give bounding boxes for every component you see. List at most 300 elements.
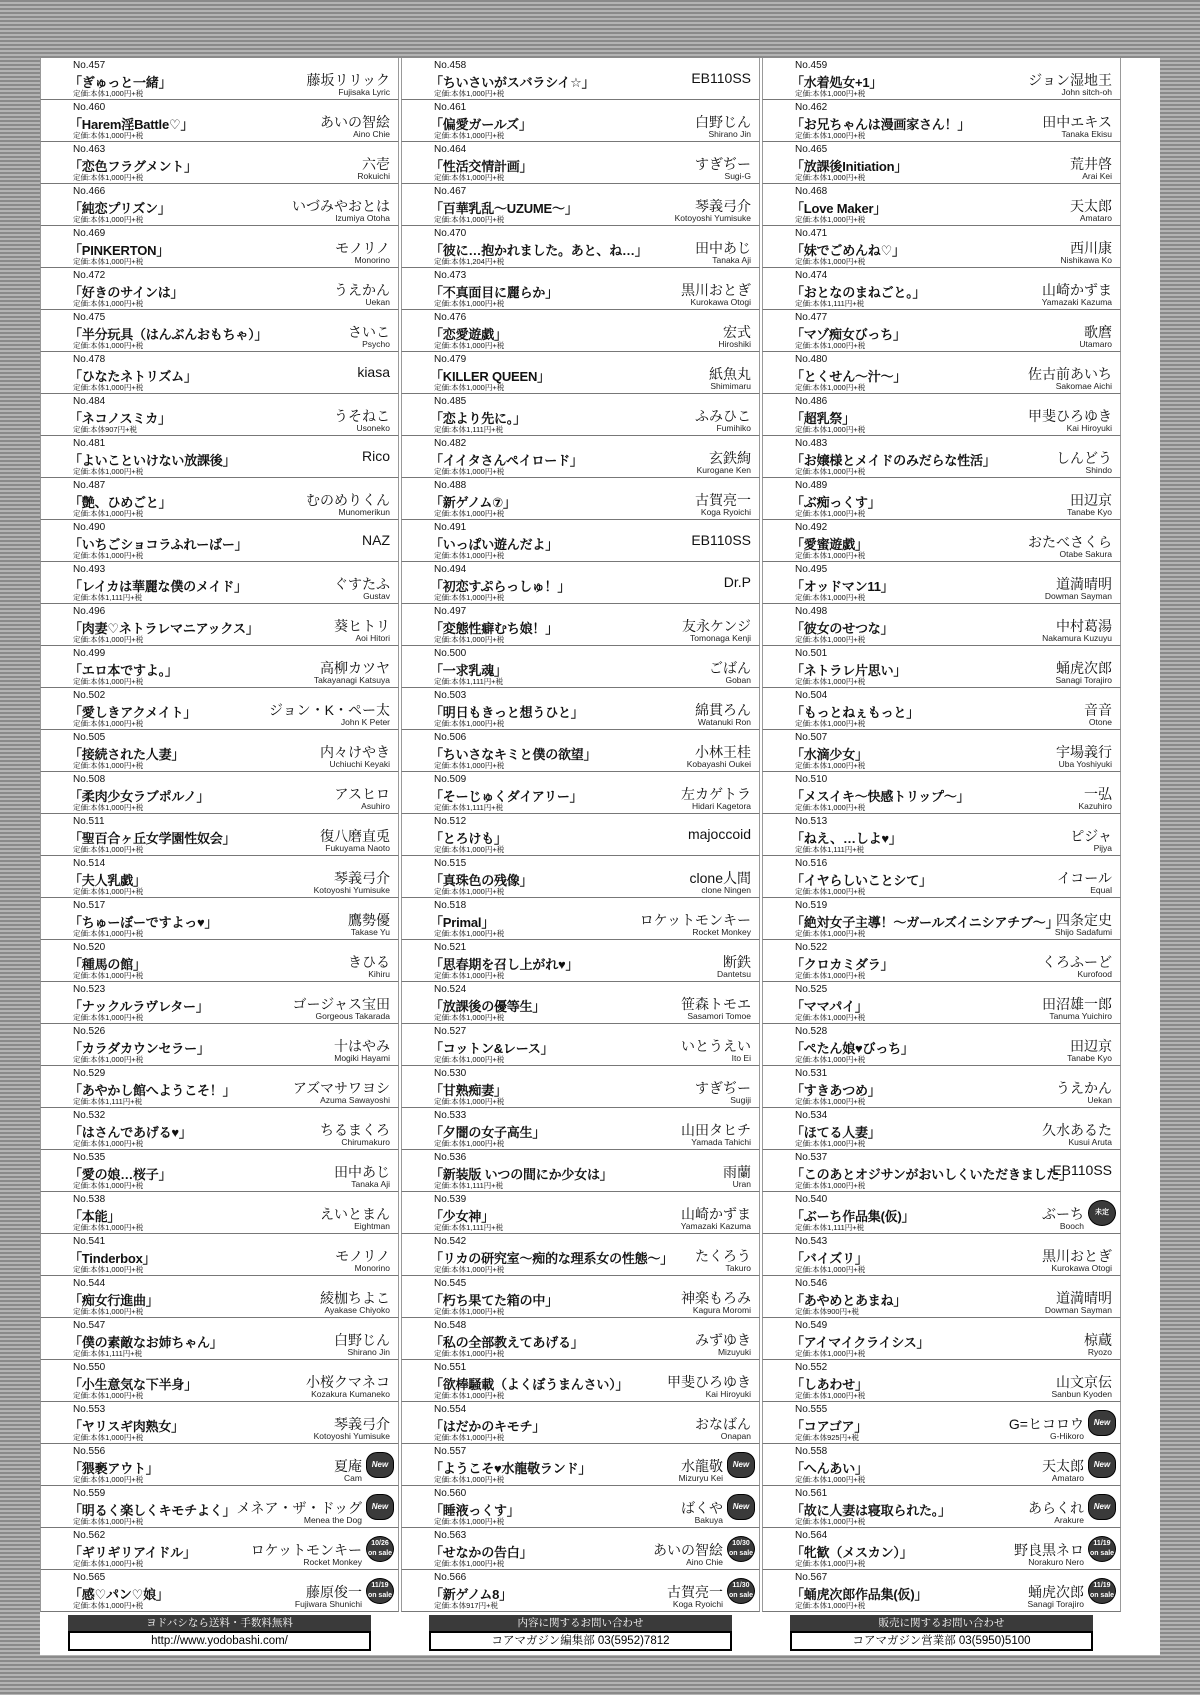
catalog-number: No.522 — [795, 942, 828, 953]
book-price: 定価:本体1,000円+税 — [73, 1181, 144, 1190]
catalog-entry — [762, 1360, 1121, 1402]
author-name: 綾枷ちよこ — [320, 1290, 390, 1306]
book-price: 定価:本体1,000円+税 — [434, 929, 505, 938]
catalog-number: No.500 — [434, 648, 467, 659]
book-title: 「蛹虎次郎作品集(仮)」 — [791, 1587, 928, 1602]
author-name: EB110SS — [1052, 1162, 1112, 1178]
book-title: 「おとなのまねごと。」 — [791, 285, 926, 300]
book-price: 定価:本体1,000円+税 — [73, 257, 144, 266]
author-romaji: Psycho — [362, 339, 390, 349]
catalog-number: No.534 — [795, 1110, 828, 1121]
catalog-entry — [762, 604, 1121, 646]
book-title: 「柔肉少女ラブポルノ」 — [69, 789, 210, 804]
book-title: 「Love Maker」 — [791, 201, 887, 216]
catalog-number: No.544 — [73, 1278, 106, 1289]
book-price: 定価:本体1,111円+税 — [434, 1223, 504, 1232]
footer-heading: ヨドバシなら送料・手数料無料 — [68, 1615, 371, 1631]
book-price: 定価:本体1,000円+税 — [795, 677, 866, 686]
book-title: 「とくせん〜汁〜」 — [791, 369, 907, 384]
catalog-entry — [762, 688, 1121, 730]
book-title: 「夫人乳戯」 — [69, 873, 146, 888]
author-romaji: Kagura Moromi — [692, 1305, 751, 1315]
catalog-entry — [40, 1066, 399, 1108]
author-name: イコール — [1056, 870, 1112, 886]
author-romaji: Izumiya Otoha — [335, 213, 390, 223]
book-price: 定価:本体1,000円+税 — [795, 761, 866, 770]
catalog-number: No.466 — [73, 186, 106, 197]
new-badge: New — [727, 1452, 755, 1478]
new-badge: New — [1088, 1410, 1116, 1436]
catalog-number: No.510 — [795, 774, 828, 785]
new-badge: New — [727, 1494, 755, 1520]
book-title: 「朽ち果てた箱の中」 — [430, 1293, 559, 1308]
catalog-number: No.490 — [73, 522, 106, 533]
book-title: 「感♡パン♡娘」 — [69, 1587, 169, 1602]
author-name: 甲斐ひろゆき — [667, 1374, 751, 1390]
footer-heading: 内容に関するお問い合わせ — [429, 1615, 732, 1631]
catalog-number: No.511 — [73, 816, 105, 827]
catalog-number: No.498 — [795, 606, 828, 617]
author-romaji: Nakamura Kuzuyu — [1042, 633, 1112, 643]
book-title: 「そーじゅくダイアリー」 — [430, 789, 583, 804]
catalog-entry — [40, 1108, 399, 1150]
book-price: 定価:本体1,000円+税 — [434, 761, 505, 770]
catalog-entry — [762, 1486, 1121, 1528]
catalog-entry — [40, 1528, 399, 1570]
catalog-number: No.555 — [795, 1404, 828, 1415]
catalog-number: No.492 — [795, 522, 828, 533]
catalog-entry — [762, 394, 1121, 436]
book-title: 「ネコノスミカ」 — [69, 411, 171, 426]
author-name: 歌麿 — [1084, 324, 1112, 340]
book-title: 「あやかし館へようこそ！」 — [69, 1083, 236, 1098]
author-romaji: Munomerikun — [338, 507, 390, 517]
author-name: ちるまくろ — [320, 1122, 390, 1138]
author-romaji: Aoi Hitori — [355, 633, 390, 643]
catalog-entry — [401, 730, 760, 772]
author-romaji: Sugi-G — [724, 171, 751, 181]
catalog-number: No.469 — [73, 228, 106, 239]
book-price: 定価:本体1,000円+税 — [434, 299, 505, 308]
book-title: 「へんあい」 — [791, 1461, 868, 1476]
catalog-number: No.516 — [795, 858, 828, 869]
catalog-sheet — [40, 58, 1160, 1655]
author-name: いとうえい — [681, 1038, 751, 1054]
author-romaji: Fujiwara Shunichi — [294, 1599, 362, 1609]
author-name: 断鉄 — [723, 954, 751, 970]
author-romaji: John K Peter — [340, 717, 390, 727]
book-title: 「艶、ひめごと」 — [69, 495, 172, 510]
book-title: 「思春期を召し上がれ♥」 — [430, 957, 579, 972]
catalog-number: No.517 — [73, 900, 106, 911]
catalog-number: No.564 — [795, 1530, 828, 1541]
author-romaji: Hidari Kagetora — [691, 801, 751, 811]
author-name: 雨蘭 — [723, 1164, 751, 1180]
book-title: 「お兄ちゃんは漫画家さん！」 — [791, 117, 971, 132]
footer-phone-sales: コアマガジン営業部 03(5950)5100 — [790, 1631, 1093, 1651]
book-price: 定価:本体1,000円+税 — [795, 173, 866, 182]
catalog-number: No.459 — [795, 60, 828, 71]
new-badge: New — [366, 1452, 394, 1478]
author-romaji: Tanaka Aji — [351, 1179, 390, 1189]
author-name: ジョン・K・ペー太 — [268, 702, 390, 718]
author-name: 小林王桂 — [695, 744, 751, 760]
catalog-entry — [40, 1150, 399, 1192]
book-price: 定価:本体1,000円+税 — [795, 131, 866, 140]
author-romaji: Kotoyoshi Yumisuke — [674, 213, 751, 223]
author-name: Rico — [361, 448, 390, 464]
author-romaji: Arakure — [1054, 1515, 1084, 1525]
author-name: 神楽もろみ — [681, 1290, 751, 1306]
catalog-number: No.560 — [434, 1488, 467, 1499]
catalog-number: No.535 — [73, 1152, 106, 1163]
book-price: 定価:本体1,000円+税 — [795, 1013, 866, 1022]
catalog-number: No.483 — [795, 438, 828, 449]
catalog-number: No.536 — [434, 1152, 467, 1163]
catalog-entry — [40, 100, 399, 142]
book-price: 定価:本体1,000円+税 — [434, 635, 505, 644]
release-date-badge: 10/30 on sale — [727, 1536, 755, 1562]
author-name: 道満晴明 — [1056, 576, 1112, 592]
release-date-badge: 11/19 on sale — [366, 1578, 394, 1604]
book-title: 「明るく楽しくキモチよく」 — [69, 1503, 236, 1518]
author-name: 荒井啓 — [1070, 156, 1112, 172]
book-price: 定価:本体1,111円+税 — [434, 803, 504, 812]
author-romaji: Kotoyoshi Yumisuke — [313, 1431, 390, 1441]
catalog-entry — [40, 436, 399, 478]
catalog-number: No.549 — [795, 1320, 828, 1331]
catalog-entry — [40, 478, 399, 520]
catalog-number: No.497 — [434, 606, 467, 617]
author-name: 久水あるた — [1042, 1122, 1112, 1138]
book-title: 「イヤらしいことシて」 — [791, 873, 932, 888]
book-price: 定価:本体1,000円+税 — [434, 1265, 505, 1274]
author-romaji: Fujisaka Lyric — [338, 87, 390, 97]
author-name: 琴義弓介 — [334, 1416, 390, 1432]
catalog-entry — [401, 604, 760, 646]
catalog-number: No.526 — [73, 1026, 106, 1037]
catalog-number: No.566 — [434, 1572, 467, 1583]
author-romaji: Gustav — [363, 591, 390, 601]
author-name: 小桜クマネコ — [306, 1374, 390, 1390]
book-price: 定価:本体1,000円+税 — [434, 1517, 505, 1526]
author-romaji: Koga Ryoichi — [700, 507, 751, 517]
catalog-entry — [40, 772, 399, 814]
catalog-number: No.553 — [73, 1404, 106, 1415]
book-title: 「本能」 — [69, 1209, 121, 1224]
book-price: 定価:本体907円+税 — [73, 425, 137, 434]
book-title: 「ギリギリアイドル」 — [69, 1545, 196, 1560]
catalog-entry — [762, 1150, 1121, 1192]
book-price: 定価:本体1,000円+税 — [434, 1349, 505, 1358]
book-price: 定価:本体1,000円+税 — [73, 89, 144, 98]
book-price: 定価:本体1,000円+税 — [434, 215, 505, 224]
book-title: 「いっぱい遊んだよ」 — [430, 537, 559, 552]
catalog-entry — [40, 604, 399, 646]
book-price: 定価:本体1,000円+税 — [795, 593, 866, 602]
author-name: 鷹勢優 — [348, 912, 390, 928]
book-title: 「一求乳魂」 — [430, 663, 507, 678]
author-name: 友永ケンジ — [682, 618, 751, 634]
catalog-number: No.559 — [73, 1488, 106, 1499]
book-title: 「コットン&レース」 — [430, 1041, 554, 1056]
catalog-column-2 — [401, 58, 760, 1655]
author-romaji: Gorgeous Takarada — [315, 1011, 390, 1021]
release-date-badge: 未定 — [1088, 1200, 1116, 1226]
author-romaji: Onapan — [720, 1431, 751, 1441]
book-title: 「Primal」 — [430, 915, 495, 930]
book-price: 定価:本体1,000円+税 — [73, 215, 144, 224]
author-romaji: Sanagi Torajiro — [1027, 1599, 1084, 1609]
author-name: くろふーど — [1042, 954, 1112, 970]
author-romaji: Kihiru — [368, 969, 390, 979]
book-price: 定価:本体1,000円+税 — [434, 341, 505, 350]
catalog-number: No.561 — [795, 1488, 828, 1499]
catalog-number: No.482 — [434, 438, 467, 449]
author-romaji: Goban — [725, 675, 751, 685]
book-title: 「ぺたん娘♥びっち」 — [791, 1041, 914, 1056]
author-romaji: Dowman Sayman — [1044, 591, 1112, 601]
book-title: 「欲棒騒載（よくぼうまんさい）」 — [430, 1377, 629, 1392]
catalog-entry — [762, 898, 1121, 940]
author-romaji: Rokuichi — [357, 171, 390, 181]
author-romaji: Sanagi Torajiro — [1055, 675, 1112, 685]
author-name: 西川康 — [1070, 240, 1112, 256]
footer-box-sales-inquiry — [762, 1611, 1121, 1655]
author-name: たくろう — [695, 1248, 751, 1264]
catalog-entry — [40, 898, 399, 940]
author-romaji: Amataro — [1079, 213, 1112, 223]
catalog-entry — [40, 940, 399, 982]
catalog-number: No.457 — [73, 60, 106, 71]
catalog-entry — [40, 1234, 399, 1276]
author-name: majoccoid — [687, 826, 751, 842]
book-title: 「ひなたネトリズム」 — [69, 369, 197, 384]
author-name: メネア・ザ・ドッグ — [236, 1500, 362, 1516]
author-name: あらくれ — [1028, 1500, 1084, 1516]
catalog-entry — [401, 58, 760, 100]
author-name: 紙魚丸 — [709, 366, 751, 382]
catalog-entry — [762, 562, 1121, 604]
book-price: 定価:本体1,000円+税 — [795, 1601, 866, 1610]
book-title: 「エロ本ですよ。」 — [69, 663, 178, 678]
catalog-number: No.518 — [434, 900, 467, 911]
catalog-number: No.529 — [73, 1068, 106, 1079]
author-romaji: Mizuyuki — [717, 1347, 751, 1357]
author-name: 山文京伝 — [1056, 1374, 1112, 1390]
author-name: ぐすたふ — [334, 576, 390, 592]
book-price: 定価:本体1,111円+税 — [73, 1097, 143, 1106]
footer-url-link[interactable]: http://www.yodobashi.com/ — [68, 1631, 371, 1651]
book-price: 定価:本体1,000円+税 — [73, 1517, 144, 1526]
author-romaji: Kurokawa Otogi — [1051, 1263, 1112, 1273]
author-name: 古賀亮一 — [667, 1584, 723, 1600]
author-romaji: Tanaka Aji — [712, 255, 751, 265]
author-romaji: Azuma Sawayoshi — [320, 1095, 390, 1105]
author-name: アズマサワヨシ — [292, 1080, 390, 1096]
book-price: 定価:本体1,000円+税 — [434, 1013, 505, 1022]
book-price: 定価:本体1,000円+税 — [795, 1559, 866, 1568]
catalog-number: No.523 — [73, 984, 106, 995]
book-price: 定価:本体1,000円+税 — [73, 677, 144, 686]
book-title: 「恋より先に。」 — [430, 411, 526, 426]
catalog-number: No.506 — [434, 732, 467, 743]
author-name: きひる — [348, 954, 390, 970]
author-romaji: Shirano Jin — [708, 129, 751, 139]
author-name: えいとまん — [320, 1206, 390, 1222]
book-title: 「痴女行進曲」 — [69, 1293, 159, 1308]
book-price: 定価:本体1,000円+税 — [795, 215, 866, 224]
catalog-entry — [401, 1444, 760, 1486]
catalog-entry — [40, 1360, 399, 1402]
book-price: 定価:本体1,111円+税 — [434, 1181, 504, 1190]
author-name: モノリノ — [335, 1248, 390, 1264]
author-romaji: Kurofood — [1077, 969, 1112, 979]
book-title: 「カラダカウンセラー」 — [69, 1041, 210, 1056]
book-title: 「不真面目に麗らか」 — [430, 285, 559, 300]
author-name: みずゆき — [695, 1332, 751, 1348]
book-price: 定価:本体1,000円+税 — [73, 761, 144, 770]
author-name: ゴージャス宝田 — [292, 996, 390, 1012]
author-name: 藤坂リリック — [306, 72, 390, 88]
book-price: 定価:本体917円+税 — [434, 1601, 498, 1610]
author-romaji: Uba Yoshiyuki — [1058, 759, 1112, 769]
catalog-entry — [762, 226, 1121, 268]
book-title: 「ちゅーぼーですよっ♥」 — [69, 915, 218, 930]
catalog-number: No.501 — [795, 648, 828, 659]
catalog-number: No.505 — [73, 732, 106, 743]
catalog-entry — [762, 520, 1121, 562]
catalog-entry — [401, 1192, 760, 1234]
catalog-number: No.494 — [434, 564, 467, 575]
author-name: ジョン湿地王 — [1028, 72, 1112, 88]
author-name: 道満晴明 — [1056, 1290, 1112, 1306]
catalog-number: No.525 — [795, 984, 828, 995]
author-name: 田辺京 — [1070, 492, 1112, 508]
author-romaji: Watanuki Ron — [697, 717, 751, 727]
book-title: 「百華乳乱〜UZUME〜」 — [430, 201, 578, 216]
catalog-entry — [401, 184, 760, 226]
catalog-entry — [40, 226, 399, 268]
catalog-entry — [762, 142, 1121, 184]
book-price: 定価:本体1,000円+税 — [73, 887, 144, 896]
book-price: 定価:本体1,000円+税 — [73, 1139, 144, 1148]
catalog-entry — [401, 1024, 760, 1066]
catalog-entry — [401, 940, 760, 982]
author-name: 左カゲトラ — [681, 786, 751, 802]
author-name: しんどう — [1056, 450, 1112, 466]
author-name: 高柳カツヤ — [320, 660, 390, 676]
catalog-number: No.460 — [73, 102, 106, 113]
book-title: 「好きのサインは」 — [69, 285, 184, 300]
book-title: 「お嬢様とメイドのみだらな性活」 — [791, 453, 996, 468]
author-name: 田沼雄一郎 — [1042, 996, 1112, 1012]
book-price: 定価:本体1,000円+税 — [73, 929, 144, 938]
author-name: 黒川おとぎ — [1042, 1248, 1112, 1264]
book-title: 「ちいさいがスバラシイ☆」 — [430, 75, 595, 90]
catalog-number: No.521 — [434, 942, 467, 953]
author-romaji: Ito Ei — [731, 1053, 751, 1063]
book-title: 「新ゲノム8」 — [430, 1587, 513, 1602]
author-romaji: Kai Hiroyuki — [705, 1389, 751, 1399]
book-price: 定価:本体1,000円+税 — [73, 551, 144, 560]
catalog-entry — [40, 142, 399, 184]
author-name: アスヒロ — [334, 786, 390, 802]
book-title: 「クロカミダラ」 — [791, 957, 894, 972]
author-name: 綿貫ろん — [695, 702, 751, 718]
author-name: 中村葛湯 — [1056, 618, 1112, 634]
catalog-number: No.547 — [73, 1320, 106, 1331]
author-romaji: Otabe Sakura — [1059, 549, 1112, 559]
author-romaji: G-Hikoro — [1049, 1431, 1084, 1441]
author-name: 田中あじ — [695, 240, 751, 256]
catalog-entry — [40, 688, 399, 730]
book-price: 定価:本体1,000円+税 — [795, 1097, 866, 1106]
book-price: 定価:本体1,000円+税 — [73, 845, 144, 854]
book-price: 定価:本体1,000円+税 — [73, 1265, 144, 1274]
author-romaji: Kusui Aruta — [1068, 1137, 1112, 1147]
new-badge: New — [1088, 1494, 1116, 1520]
book-price: 定価:本体1,000円+税 — [73, 1307, 144, 1316]
catalog-entry — [762, 730, 1121, 772]
catalog-entry — [401, 394, 760, 436]
catalog-number: No.475 — [73, 312, 106, 323]
catalog-entry — [40, 394, 399, 436]
author-romaji: Sugiji — [730, 1095, 751, 1105]
author-name: 一弘 — [1084, 786, 1112, 802]
book-title: 「とろけも」 — [430, 831, 507, 846]
book-price: 定価:本体1,000円+税 — [73, 467, 144, 476]
catalog-entry — [401, 1108, 760, 1150]
book-price: 定価:本体1,111円+税 — [434, 425, 504, 434]
catalog-column-3 — [762, 58, 1121, 1655]
release-date-badge: 11/19 on sale — [1088, 1578, 1116, 1604]
book-price: 定価:本体1,000円+税 — [73, 719, 144, 728]
catalog-number: No.477 — [795, 312, 828, 323]
book-price: 定価:本体1,000円+税 — [795, 971, 866, 980]
catalog-number: No.491 — [434, 522, 467, 533]
catalog-entry — [762, 1318, 1121, 1360]
catalog-number: No.556 — [73, 1446, 106, 1457]
book-title: 「少女神」 — [430, 1209, 495, 1224]
catalog-number: No.548 — [434, 1320, 467, 1331]
catalog-entry — [401, 1066, 760, 1108]
author-romaji: Cam — [344, 1473, 362, 1483]
book-price: 定価:本体1,000円+税 — [73, 1559, 144, 1568]
catalog-entry — [401, 1528, 760, 1570]
book-title: 「偏愛ガールズ」 — [430, 117, 532, 132]
release-date-badge: 11/30 on sale — [727, 1578, 755, 1604]
author-name: 六壱 — [362, 156, 390, 172]
book-title: 「ヤリスギ肉熟女」 — [69, 1419, 184, 1434]
catalog-number: No.461 — [434, 102, 467, 113]
author-name: kiasa — [357, 364, 390, 380]
book-price: 定価:本体1,000円+税 — [795, 425, 866, 434]
footer-phone-editorial: コアマガジン編集部 03(5952)7812 — [429, 1631, 732, 1651]
author-romaji: Kurokawa Otogi — [690, 297, 751, 307]
footer-box-content-inquiry — [401, 1611, 760, 1655]
catalog-entry — [401, 1318, 760, 1360]
catalog-number: No.509 — [434, 774, 467, 785]
book-title: 「Tinderbox」 — [69, 1251, 156, 1266]
book-price: 定価:本体1,000円+税 — [73, 1055, 144, 1064]
book-title: 「放課後Initiation」 — [791, 159, 908, 174]
author-name: ピジャ — [1070, 828, 1112, 844]
author-romaji: Tanabe Kyo — [1067, 1053, 1112, 1063]
author-romaji: Tanabe Kyo — [1067, 507, 1112, 517]
book-title: 「レイカは華麗な僕のメイド」 — [69, 579, 247, 594]
author-name: ごばん — [709, 660, 751, 676]
